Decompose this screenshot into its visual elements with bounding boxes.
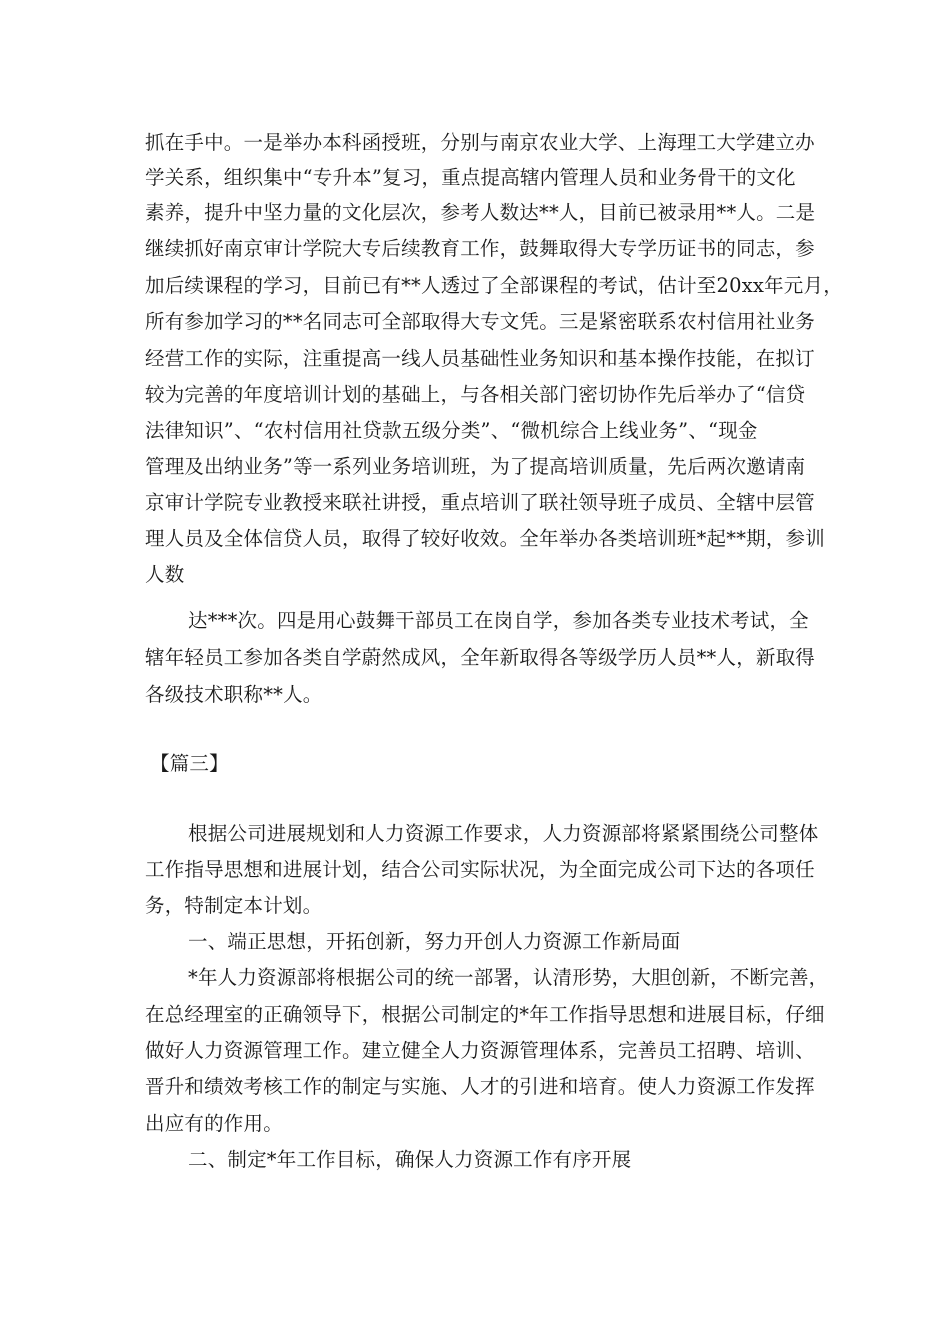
text-line: 根据公司进展规划和人力资源工作要求，人力资源部将紧紧围绕公司整体 bbox=[188, 822, 819, 845]
text-line: 抓在手中。一是举办本科函授班，分别与南京农业大学、上海理工大学建立办 bbox=[145, 131, 815, 154]
text-line: 工作指导思想和进展计划，结合公司实际状况，为全面完成公司下达的各项任 bbox=[145, 858, 815, 881]
text-line: 加后续课程的学习，目前已有**人透过了全部课程的考试，估计至20xx年元月， bbox=[145, 274, 843, 297]
text-line: 在总经理室的正确领导下，根据公司制定的*年工作指导思想和进展目标，仔细 bbox=[145, 1003, 825, 1026]
text-line: 辖年轻员工参加各类自学蔚然成风，全年新取得各等级学历人员**人，新取得 bbox=[145, 646, 816, 669]
text-line: 所有参加学习的**名同志可全部取得大专文凭。三是紧密联系农村信用社业务 bbox=[145, 310, 816, 333]
text-line: 达***次。四是用心鼓舞干部员工在岗自学，参加各类专业技术考试，全 bbox=[188, 609, 809, 632]
text-line: 出应有的作用。 bbox=[145, 1112, 283, 1135]
text-line: 人数 bbox=[145, 563, 185, 586]
text-line: 较为完善的年度培训计划的基础上，与各相关部门密切协作先后举办了“信贷 bbox=[145, 383, 806, 406]
text-line: 务，特制定本计划。 bbox=[145, 894, 323, 917]
subsection-heading: 一、端正思想，开拓创新，努力开创人力资源工作新局面 bbox=[188, 930, 681, 953]
text-line: 学关系，组织集中“专升本”复习，重点提高辖内管理人员和业务骨干的文化 bbox=[145, 166, 796, 189]
text-line: 素养，提升中坚力量的文化层次，参考人数达**人，目前已被录用**人。二是 bbox=[145, 201, 816, 224]
text-line: 理人员及全体信贷人员，取得了较好收效。全年举办各类培训班*起**期，参训 bbox=[145, 527, 825, 550]
subsection-heading: 二、制定*年工作目标，确保人力资源工作有序开展 bbox=[188, 1148, 632, 1171]
text-line: *年人力资源部将根据公司的统一部署，认清形势，大胆创新，不断完善， bbox=[188, 966, 829, 989]
text-line: 做好人力资源管理工作。建立健全人力资源管理体系，完善员工招聘、培训、 bbox=[145, 1039, 815, 1062]
text-line: 晋升和绩效考核工作的制定与实施、人才的引进和培育。使人力资源工作发挥 bbox=[145, 1075, 815, 1098]
text-line: 继续抓好南京审计学院大专后续教育工作，鼓舞取得大专学历证书的同志，参 bbox=[145, 237, 815, 260]
text-line: 经营工作的实际，注重提高一线人员基础性业务知识和基本操作技能，在拟订 bbox=[145, 347, 815, 370]
text-line: 法律知识”、“农村信用社贷款五级分类”、“微机综合上线业务”、“现金 bbox=[145, 419, 758, 442]
section-heading: 【篇三】 bbox=[150, 752, 229, 775]
text-line: 管理及出纳业务”等一系列业务培训班，为了提高培训质量，先后两次邀请南 bbox=[145, 455, 806, 478]
text-line: 各级技术职称**人。 bbox=[145, 683, 323, 706]
text-line: 京审计学院专业教授来联社讲授，重点培训了联社领导班子成员、全辖中层管 bbox=[145, 491, 815, 514]
